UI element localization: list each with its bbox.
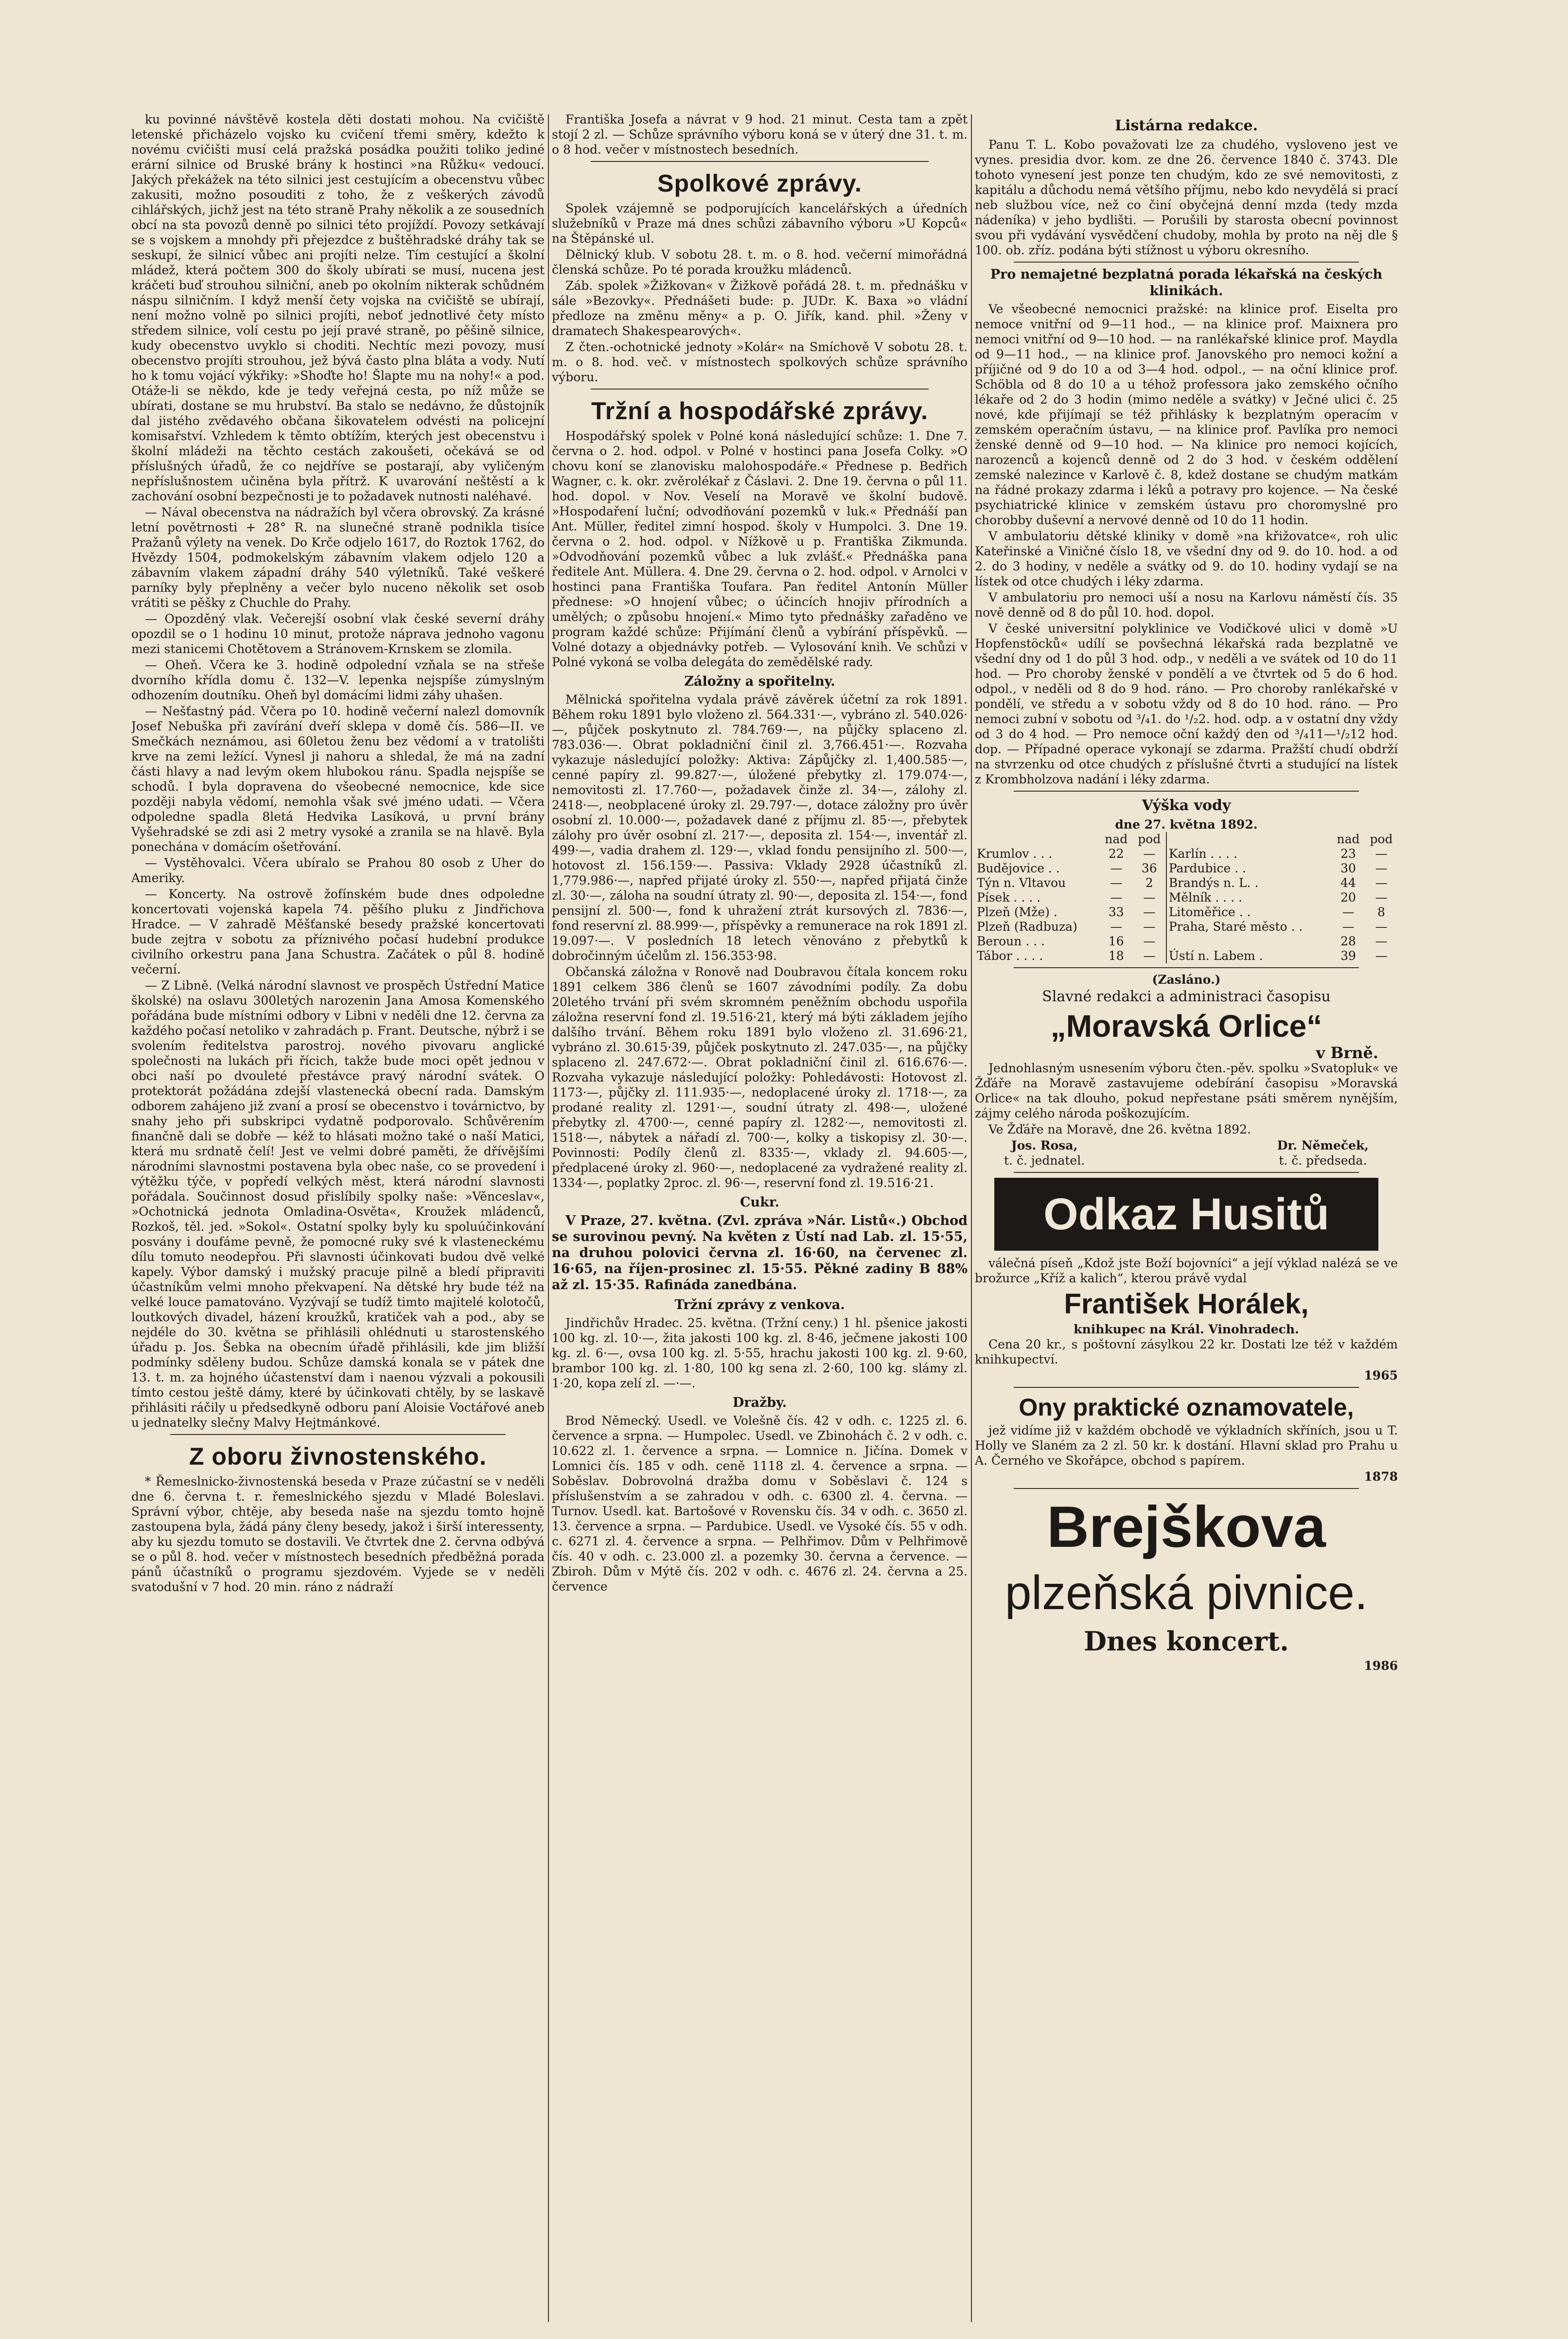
article-polyclinic: V české universitní polyklinice ve Vodičkové ulici v domě »U Hopfenstöcků« udílí se povšechná lékařská rada bezplatně ve všední dny od 1 do půl 3 hod. odp., v neděli a ve svátek od 10 do 11 hod. — Pro choroby ženské v pondělí a ve čtvrtek od 5 do 6 hod. odpol., v neděli od 8 do 9 hod. ráno. — Pro choroby ranlékařské v pondělí, ve středu a v sobotu vždy od 8 do 10 hod. ráno. — Pro nemoci zubní v sobotu od ³/₄1. do ¹/₂2. hod. odp. a v ostatní dny vždy od 3 do 4 hod. — Pro nemoce oční každý den od ³/₄11—¹/₂12 hod. dop. — Případné operace vykonají se zdarma. Pražští chudí obdrží na stvrzenku od otce chudých z příslušné čtvrti a studující na lístek z Krombholzova nadání i léky zdarma. [975, 621, 1398, 786]
station-name: Brandýs n. L. . [1166, 876, 1332, 890]
level-above: — [1110, 890, 1123, 904]
station-name: Plzeň (Mže) . [977, 905, 1057, 919]
table-row [975, 920, 1398, 934]
station-name: Karlín . . . . [1166, 847, 1332, 861]
article-emigrants: — Vystěhovalci. Včera ubíralo se Prahou 80 osob z Uher do Ameriky. [131, 856, 545, 885]
article-jindrichuv-hradec: Jindřichův Hradec. 25. května. (Tržní ceny.) 1 hl. pšenice jakosti 100 kg. zl. 10·—, žita jakosti 100 kg. zl. 8·46, ječmene jakosti 100 kg. zl. 6·—, ovsa 100 kg. zl. 5·55, hrachu jakosti 100 kg. zl. 9·60, brambor 100 kg. zl. 1·80, 100 kg sena zl. 2·60, 100 kg. slámy zl. 1·20, kopa zelí zl. —·—. [552, 1316, 968, 1390]
ad-number: 1986 [1364, 1659, 1398, 1673]
ad-husite-banner: Odkaz Husitů [994, 1178, 1378, 1251]
ad-pub-concert: Dnes koncert. [1084, 1626, 1289, 1657]
column-3 [975, 112, 1398, 2329]
letter-addressee: Slavné redakci a administraci časopisu [1042, 988, 1331, 1005]
article-ronov-bank: Občanská záložna v Ronově nad Doubravou čítala koncem roku 1891 celkem 386 členů se 1607 závodními podíly. Za dobu 20letého trvání při svém skromném peněžním obchodu uspořila záložna reservní fond zl. 19.516·21, který má býti základem jejího dalšího trvání. Během roku 1891 bylo vloženo zl. 31.696·21, vybráno zl. 30.615·39, půjček poskytnuto zl. 247.035·—, na půjčky splaceno zl. 247.672·—. Obrat pokladniční činil zl. 616.676·—. Rozvaha vykazuje následující položky: Pohledávosti: Hotovost zl. 1173·—, půjčky zl. 111.935·—, nedoplacené úroky zl. 1718·—, za prodané reality zl. 1291·—, soudní útraty zl. 498·—, uložené přebytky zl. 4700·—, cenné papíry zl. 1282·—, nemovitosti zl. 1518·—, nábytek a nářadí zl. 700·—, kolky a tiskopisy zl. 30·—. Povinnosti: Podíly členů zl. 8335·—, vklady zl. 94.605·—, předplacené úroky zl. 960·—, nedoplacené za vydražené reality zl. 1334·—, poplatky 2proc. zl. 96·—, reservní fond zl. 19.516·21. [552, 965, 968, 1190]
ad-pub-subtitle: plzeňská pivnice. [1004, 1566, 1368, 1619]
article-craftsmen: * Řemeslnicko-živnostenská beseda v Praze zúčastní se v neděli dne 6. června t. r. řemeslnického sjezdu v Mladé Boleslavi. Správní výbor, chtěje, aby beseda naše na sjezdu tomto hojně zastoupena byla, žádá pány členy besedy, jakož i širší interessenty, aby ku sjezdu tomuto se dostavili. Ve čtvrtek dne 2. června odbývá se o půl 8. hod. večer v místnostech besedních předběžná porada pánů účastníků o programu sjezdovém. Vyjede se v neděli svatodušní v 7 hod. 20 min. ráno z nádraží [131, 1474, 545, 1594]
column-2 [552, 112, 968, 2329]
ad-author-name: František Horálek, [1064, 1288, 1309, 1320]
section-heading-associations: Spolkové zprávy. [657, 170, 862, 197]
letter-newspaper-title: „Moravská Orlice“ [1050, 1009, 1322, 1044]
level-below: — [1143, 920, 1156, 934]
level-above: 39 [1340, 949, 1356, 963]
level-above: 18 [1108, 949, 1124, 963]
station-name: Praha, Staré město . . [1166, 920, 1332, 934]
table-row [975, 949, 1398, 963]
level-above: 22 [1108, 847, 1124, 861]
level-below: — [1143, 905, 1156, 919]
article-kolar: Z čten.-ochotnické jednoty »Kolár« na Smíchově V sobotu 28. t. m. o 8. hod. več. v místnostech spolkových schůze správního výboru. [552, 340, 968, 384]
level-below: — [1375, 861, 1388, 875]
article-ear-clinic: V ambulatoriu pro nemoci uší a nosu na Karlovu náměstí čís. 35 nově denně od 8 do půl 10. hod. dopol. [975, 590, 1398, 620]
signature-name: Dr. Němeček, [1277, 1138, 1369, 1152]
article-fall: — Nešťastný pád. Včera po 10. hodině večerní nalezl domovník Josef Nebuška při zavírání dveří sklepa v domě čís. 586—II. ve Smečkách neznámou, asi 60letou ženu bez vědomí a v tratolišti krve na zemi ležící. Vynesl ji nahoru a shledal, že má na zadní části hlavy a nad levým okem hlubokou ránu. Spadla nejspíše se schodů. I byla dopravena do všeobecné nemocnice, kde sice později nabyla vědomí, nemohla však své jméno udati. — Včera odpoledne spadla 8letá Hedvika Lasíková, u první brány Vyšehradské se zdi asi 2 metry vysoké a zranila se na hlavě. Byla ponechána v domácím ošetřování. [131, 704, 545, 854]
letter-city: v Brně. [1316, 1044, 1378, 1062]
ad-notice-boards-title: Ony praktické oznamovatele, [1019, 1394, 1354, 1421]
article-traffic: ku povinné návštěvě kostela děti dostati mohou. Na cvičiště letenské přicházelo vojsko ku cvičení třemi směry, kdežto k novému cvičišti musí celá pražská posádka použiti toliko jediné erární silnice od Bruské brány k hostinci »na Růžku« vedoucí. Jakých překážek na této silnici jest cestujícím a obecenstvu vůbec zakusiti, možno posouditi z toho, že z veškerých závodů cihlářských, jichž jest na této straně Prahy několik a ze sousedních obcí na sta povozů denně po silnici této projíždí. Povozy setkávají se s vojskem a mnohdy při přejezdce z buštěhradské dráhy tak se seskupí, že silnicí vůbec ani projíti nelze. Tím cestující a školní mládež, která počtem 300 do školy ubírati se musí, nucena jest kráčeti buď strouhou silniční, aneb po okolním nikterak schůdném náspu silničním. I když menší čety vojska na cvičiště se ubírají, není možno volně po silnici projíti, neboť jednotlivé čety místo středem silnice, volí cestu po její pravé straně, po pěšině silnice, kudy obecenstvo uvyklo si choditi. Nechtíc mezi povozy, musí obecenstvo projíti strouhou, jež bývá často plna bláta a vody. Nutí ho k tomu vojácí výkřiky: »Shoďte ho! Šlapte mu na nohy!« a pod. Otáže-li se někdo, kde je tedy veřejná cesta, po níž může se ubírati, dostane se mu hrubství. Ba stalo se nedávno, že důstojník dal jistého zvědavého občana šikovatelem odvésti na policejní komisařství. Vzhledem k těmto obtížím, kterých jest obecenstvu i školní mládeži na těchto cestách zakoušeti, očekává se od příslušných úřadů, že co nejdříve se postarají, aby vyličeným nepříslušnostem učiněna byla přítrž. K uvarování neštěstí a k zachování osobní bezpečnosti je to požadavek nutnosti naléhavé. [131, 112, 545, 503]
level-above: — [1342, 905, 1355, 919]
section-divider [1014, 967, 1359, 968]
level-above: 28 [1340, 934, 1356, 948]
table-row [975, 861, 1398, 876]
ad-number: 1965 [1364, 1368, 1398, 1382]
subheading-country-markets: Tržní zprávy z venkova. [674, 1297, 845, 1312]
sent-in-label: (Zasláno.) [1152, 973, 1221, 987]
level-below: — [1375, 920, 1388, 934]
table-row [975, 890, 1398, 905]
station-name: Pardubice . . [1166, 861, 1332, 876]
section-divider [170, 1434, 506, 1435]
level-below: — [1375, 890, 1388, 904]
article-late-train: — Opozděný vlak. Večerejší osobní vlak české severní dráhy opozdil se o 1 hodinu 10 minut, protože náprava jednoho vagonu mezi stanicemi Chotětovem a Stránovem-Krnskem se zlomila. [131, 612, 545, 656]
ad-notice-boards-text: jež vidíme již v každém obchodě ve výkladních skříních, jsou u T. Holly ve Slaném za 2 zl. 50 kr. k dostání. Hlavní sklad pro Prahu u A. Černého ve Skořápce, obchod s papírem. [975, 1423, 1398, 1468]
column-1 [131, 112, 545, 2329]
article-trip-continued: Františka Josefa a návrat v 9 hod. 21 minut. Cesta tam a zpět stojí 2 zl. — Schůze správního výboru koná se v úterý dne 31. t. m. o 8 hod. večer v místnostech besedních. [552, 112, 968, 157]
ad-author-shop: knihkupec na Král. Vinohradech. [1074, 1322, 1299, 1336]
col-header-below: pod [1138, 832, 1161, 846]
section-heading-trades: Z oboru živnostenského. [189, 1443, 487, 1470]
water-levels-title: Výška vody [1142, 797, 1231, 814]
col-header-above: nad [1337, 832, 1360, 846]
level-below: — [1375, 934, 1388, 948]
section-divider [591, 389, 929, 390]
section-heading-market: Tržní a hospodářské zprávy. [591, 397, 928, 425]
article-sugar: V Praze, 27. května. (Zvl. zpráva »Nár. Listů«.) Obchod se surovinou pevný. Na květen z Ústí nad Lab. zl. 15·55, na druhou polovici června zl. 16·60, na červenec zl. 16·65, na říjen-prosinec zl. 15·55. Pěkné zadiny B 88% až zl. 15·35. Rafináda zanedbána. [552, 1213, 968, 1293]
article-zizkovan: Záb. spolek »Žižkovan« v Žižkově pořádá 28. t. m. přednášku v sále »Bezovky«. Přednášeti bude: p. JUDr. K. Baxa »o vládní předloze na změnu měny« a p. O. Jiřík, kand. phil. »Ženy v dramatech Shakespearových«. [552, 279, 968, 338]
col-header-above: nad [1105, 832, 1128, 846]
level-above: 33 [1108, 905, 1124, 919]
signature-role: t. č. jednatel. [1004, 1153, 1085, 1168]
station-name: Týn n. Vltavou [977, 876, 1066, 890]
level-below: — [1143, 890, 1156, 904]
table-row [975, 934, 1398, 949]
level-above: 16 [1108, 934, 1124, 948]
level-below: — [1143, 949, 1156, 963]
station-name: Budějovice . . [977, 861, 1060, 875]
station-name: Plzeň (Radbuza) [977, 920, 1077, 934]
subheading-savings: Záložny a spořitelny. [684, 674, 835, 689]
table-row [975, 847, 1398, 861]
col-header-below: pod [1370, 832, 1393, 846]
level-above: 23 [1340, 847, 1356, 861]
article-crowds: — Nával obecenstva na nádražích byl včera obrovský. Za krásné letní povětrnosti + 28° R. na slunečné straně podnikla tisíce Pražanů výlety na venek. Do Krče odjelo 1617, do Roztok 1762, do Hvězdy 1504, podmokelským zábavním vlakem odjelo 120 a zábavním vlakem západní dráhy 540 výletníků. Také veškeré parníky byly přeplněny a večer bylo nuceno několik set osob vrátiti se pěšky z Chuchle do Prahy. [131, 505, 545, 610]
section-divider [591, 161, 929, 162]
article-letters-reply: Panu T. L. Kobo považovati lze za chudého, vysloveno jest ve vynes. presidia dvor. kom. ze dne 26. července 1840 č. 3743. Dle tohoto vynesení jest ponze ten chudým, kdo ze své nemovitosti, z kapitálu a důchodu nemá většího příjmu, nebo kdo nevydělá si prací neb službou více, než co činí obyčejná denní mzda (tedy mzda nádeníka) v jeho bydlišti. — Porušili by starosta obecní povinnost svou při vydávání vysvědčení chudoby, mohla by proto na něj dle § 100. ob. zříz. podána býti stížnost u výboru okresního. [975, 138, 1398, 257]
station-name [1166, 934, 1332, 949]
article-concerts: — Koncerty. Na ostrově žofínském bude dnes odpoledne koncertovati vojenská kapela 74. pěšího pluku z Jindřichova Hradce. — V zahradě Měšťanské besedy pražské koncertovati bude zejtra v sobotu za příznivého počasí hudební produkce civilního orkestru pana Jana Schustra. Začátek o půl 8. hodině večerní. [131, 887, 545, 976]
station-name: Tábor . . . . [977, 949, 1043, 963]
section-divider [1014, 1488, 1359, 1489]
ad-husite-text: válečná píseň „Kdož jste Boží bojovníci“ a její výklad nalézá se ve brožurce „Kříž a kalich“, kterou právě vydal [975, 1256, 1398, 1285]
level-above: — [1110, 876, 1123, 890]
level-above: 30 [1340, 861, 1356, 875]
station-name: Beroun . . . [977, 934, 1045, 948]
water-levels-date: dne 27. května 1892. [1115, 817, 1258, 832]
table-row [975, 876, 1398, 890]
column-rule [548, 114, 549, 2322]
subheading-sugar: Cukr. [740, 1195, 779, 1210]
level-above: 20 [1340, 890, 1356, 904]
station-name: Litoměřice . . [1166, 905, 1332, 920]
article-workers-club: Dělnický klub. V sobotu 28. t. m. o 8. hod. večerní mimořádná členská schůze. Po té porada kroužku mládenců. [552, 248, 968, 277]
level-below: — [1375, 876, 1388, 890]
level-below: — [1375, 847, 1388, 861]
level-above: 44 [1340, 876, 1356, 890]
article-liben: — Z Libně. (Velká národní slavnost ve prospěch Ústřední Matice školské) na oslavu 300letých narozenin Jana Amosa Komenského pořádána bude místními odbory v Libni v neděli dne 12. června za každého počasí netoliko v zahradách p. Frant. Deutsche, nýbrž i se svolením ředitelstva parostroj. nového pivovaru anglické společnosti na lukách při řícich, takže bude moci opět jednou v obci naší po dvouleté přestávce pravý národní svátek. O protektorát požádána zdejší vlastenecká obecní rada. Damským odborem zahájeno již zvaní a prosí se obecenstvo i továrnictvo, by snahy jeho při subskripci vydatně podporovalo. Schůvěrením finančně dali se dobře — kéž to hlásati možno také o naší Matici, která mu srdnatě čelí! Jest ve velmi dobré paměti, že dřívějšími národními slavnostmi postavena byla obec naše, co se provedení i výtěžku týče, v popředí velkých měst, která národní slavnosti pořádala. Součinnost dosud přislíbily spolky naše: »Věnceslav«, »Ochotnická jednota Omladina-Osvěta«, Kroužek mládenců, Rozkoš, těl. jed. »Sokol«. Ostatní spolky byly ku spoluúčinkování posvány i doufáme pevně, že pomocné ruky své k vlasteneckému dílu tomuto neodepřou. Při slavnosti účinkovati budou dvě velké kapely. Výbor damský i mužský pracuje pilně a bledí připraviti účastníkům velmi mnoho překvapení. Na dětské hry bude též na velké louce pamatováno. Vyzývají se tudíž timto majitelé kolotočů, loutkových divadel, házení kroužků, kratiček vah a pod., aby se nejdéle do 30. května se přihlásili ohlédnuti u starostenského úřadu p. Jos. Šebka na obecním úřadě přihlásili, kde jim bližší podmínky sděleny budou. Schůze damská konala se v pátek dne 13. t. m. za hojného účastenství dam i naenou výzvali a pokousili tímto cestou ještě dámy, které by účinkovati chtěly, by se laskavě přihlásiti ráčily u předsedkyně odboru paní Aloisie Voctářové aneb u jednatelky slečny Malvy Hejtmánkové. [131, 978, 545, 1430]
level-below: 2 [1145, 876, 1153, 890]
article-children-clinic: V ambulatoriu dětské kliniky v domě »na křižovatce«, roh ulic Kateřinské a Viničné číslo 18, ve všední dny od 9. do 10. hod. a od 2. do 3 hodiny, v neděle a svátky od 9. do 10. hodiny vydají se na lístek od otce chudých i léky zdarma. [975, 529, 1398, 588]
column-rule [971, 114, 972, 2322]
section-heading-letters: Listárna redakce. [1114, 117, 1258, 134]
ad-pub-name: Brejškova [1047, 1494, 1326, 1559]
station-name: Mělník . . . . [1166, 890, 1332, 905]
level-below: — [1143, 847, 1156, 861]
level-below: 8 [1377, 905, 1385, 919]
level-above: — [1110, 920, 1123, 934]
ad-price: Cena 20 kr., s poštovní zásylkou 22 kr. Dostati lze též v každém knihkupectví. [975, 1337, 1398, 1366]
letter-date: Ve Žďáře na Moravě, dne 26. května 1892. [988, 1122, 1251, 1136]
station-name: Ústí n. Labem . [1166, 949, 1332, 963]
letter-signatures [975, 1138, 1398, 1168]
level-below: — [1375, 949, 1388, 963]
section-divider [1014, 1172, 1359, 1173]
signature-name: Jos. Rosa, [1011, 1138, 1078, 1152]
letter-body: Jednohlasným usnesením výboru čten.-pěv. spolku »Svatopluk« ve Žďáře na Moravě zastavujeme odebírání časopisu »Moravská Orlice« na tak dlouho, pokud nepřestane psáti směrem nynějším, zájmy celého národa poškozujícím. [975, 1061, 1398, 1120]
station-name: Písek . . . . [977, 890, 1041, 904]
station-name: Krumlov . . . [977, 847, 1053, 861]
subheading-free-medical: Pro nemajetné bezplatná porada lékařská na českých klinikách. [990, 267, 1383, 299]
article-hospital-hours: Ve všeobecné nemocnici pražské: na klinice prof. Eiselta pro nemoce vnitřní od 9—11 hod., — na klinice prof. Maixnera pro nemoci vnitřní od 9—10 hod. — na ranlékařské klinice prof. Maydla od 9—11 hod., — na klinice prof. Janovského pro nemoci kožní a příjičné od 9 do 10 a od 3—4 hod. odpol., — na oční klinice prof. Schöbla od 8 do 10 a u téhož professora jako zemského očního lékaře od 2 do 3 hodin (mimo neděle a svátky) v Ječné ulici č. 25 nové, kde přijímají se též přihlásky k bezplatným operacím v zemském operačním ústavu, — na klinice prof. Pavlíka pro nemoci ženské denně od 9—10 hod. — Na klinice pro nemoci kojících, narozenců a kojenců denně od 2 do 3 hod. v českém oddělení zemské nalezince v Karlově č. 8, kdež dostane se chudým matkám na řádné prokazy zdarma i léků a potravy pro kojence. — Na české psychiatrické klinice v zemském ústavu pro choromyslné pro chorobby duševní a nervové denně od 10 do 11 hodin. [975, 302, 1398, 527]
subheading-auctions: Dražby. [732, 1395, 787, 1410]
section-divider [1014, 1387, 1359, 1388]
water-levels-table [975, 832, 1398, 963]
article-fire: — Oheň. Včera ke 3. hodině odpolední vzňala se na střeše dvorního křídla domu č. 132—V. lepenka nejspíše zúmyslným odhozením doutníku. Oheň byl domácími lidmi záhy uhašen. [131, 658, 545, 702]
article-melnik-savings: Mělnická spořitelna vydala právě závěrek účetní za rok 1891. Během roku 1891 bylo vloženo zl. 564.331·—, vybráno zl. 540.026·—, půjček poskytnuto zl. 784.769·—, na půjčky splaceno zl. 783.036·—. Obrat pokladniční činil zl. 3,766.451·—. Rozvaha vykazuje následující položky: Aktiva: Zápůjčky zl. 1,400.585·—, cenné papíry zl. 99.827·—, úložené přebytky zl. 179.074·—, nemovitosti zl. 17.760·—, požadavek činže zl. 34·—, zálohy zl. 2418·—, neobplacené úroky zl. 29.797·—, dotace záložny pro úvěr osobní zl. 10.000·—, požadavek dané z příjmu zl. 85·—, přebytek zálohy pro úvěr osobní zl. 217·—, deposita zl. 154·—, inventář zl. 499·—, vadia drahem zl. 129·—, vklad fondu pensijního zl. 500·—, hotovost zl. 156.159·—. Passiva: Vklady 2928 účastníků zl. 1,779.986·—, napřed přijaté úroky zl. 550·—, napřed přijatá činže zl. 30·—, záloha na soudní útraty zl. 90·—, deposita zl. 154·—, fond pensijní zl. 500·—, fond k uhražení ztrát kursových zl. 7836·—, fond reservní zl. 88.999·—, příspěvky a remunerace na rok 1891 zl. 19.097·—. V posledních 18 letech věnováno z přebytků k dobročinným účelům zl. 156.353·98. [552, 692, 968, 963]
level-above: — [1110, 861, 1123, 875]
signature-chairman [1277, 1138, 1369, 1168]
table-row [975, 905, 1398, 920]
level-below: 36 [1141, 861, 1157, 875]
article-clerks: Spolek vzájemně se podporujících kancelářských a úředních služebníků v Praze má dnes schůzi zábavního výboru »U Kopců« na Štěpánské ul. [552, 201, 968, 246]
section-divider [1014, 791, 1359, 792]
signature-role: t. č. předseda. [1279, 1153, 1367, 1168]
signature-secretary [1004, 1138, 1085, 1168]
level-below: — [1143, 934, 1156, 948]
section-divider [1014, 262, 1359, 263]
table-header-row [975, 832, 1398, 847]
ad-number: 1878 [1364, 1470, 1398, 1484]
level-above: — [1342, 920, 1355, 934]
article-polna: Hospodářský spolek v Polné koná následující schůze: 1. Dne 7. června o 2. hod. odpol. v Polné v hostinci pana Josefa Colky. »O chovu koní se zlanovisku malohospodáře.« Přednese p. Bedřich Wagner, c. k. okr. zvěrolékař z Čáslavi. 2. Dne 19. června o půl 11. hod. dopol. v Nov. Veselí na Moravě ve školní budově. »Hospodaření luční; odvodňování pozemků v luk.« Přednáší pan Ant. Müller, ředitel zimní hospod. školy v Humpolci. 3. Dne 19. června o 2. hod. odpol. v Nížkově u p. Františka Zikmunda. »Odvodňování pozemků vůbec a luk zvlášť.« Přednáška pana ředitele Ant. Müllera. 4. Dne 29. června o 2. hod. odpol. v Arnolci v hostinci pana Františka Toufara. Pan ředitel Antonín Müller přednese: »O hnojení vůbec; o účincích hnojiv přírodních a umělých; o způsobu hnojení.« Mimo tyto přednášky zařaděno ve program každé schůze: Přijímání členů a vybírání příspěvků. — Volné dotazy a objednávky potřeb. — Vylosování knih. Ve schůzi v Polné vykoná se volba delegáta do zemědělské rady. [552, 429, 968, 669]
article-auctions: Brod Německý. Usedl. ve Volešně čís. 42 v odh. c. 1225 zl. 6. července a srpna. — Humpolec. Usedl. ve Zbinohách č. 2 v odh. c. 10.622 zl. 1. července a srpna. — Lomnice n. Jičína. Domek v Lomnici čís. 185 v odh. ceně 1118 zl. 4. července a srpna. — Soběslav. Dobrovolná dražba domu v Soběslavi č. 124 s příslušenstvím a se zahradou v odh. c. 6300 zl. 4. června. — Turnov. Usedl. kat. Bartošové v Rovensku čís. 34 v odh. c. 3650 zl. 13. července a srpna. — Pardubice. Usedl. ve Vysoké čís. 55 v odh. c. 6271 zl. 4. července a srpna. — Pelhřimov. Dům v Pelhřimově čís. 40 v odh. c. 23.000 zl. a pozemky 30. června a července. — Zbiroh. Dům v Mýtě čís. 202 v odh. c. 4676 zl. 24. června a 25. července [552, 1414, 968, 1594]
